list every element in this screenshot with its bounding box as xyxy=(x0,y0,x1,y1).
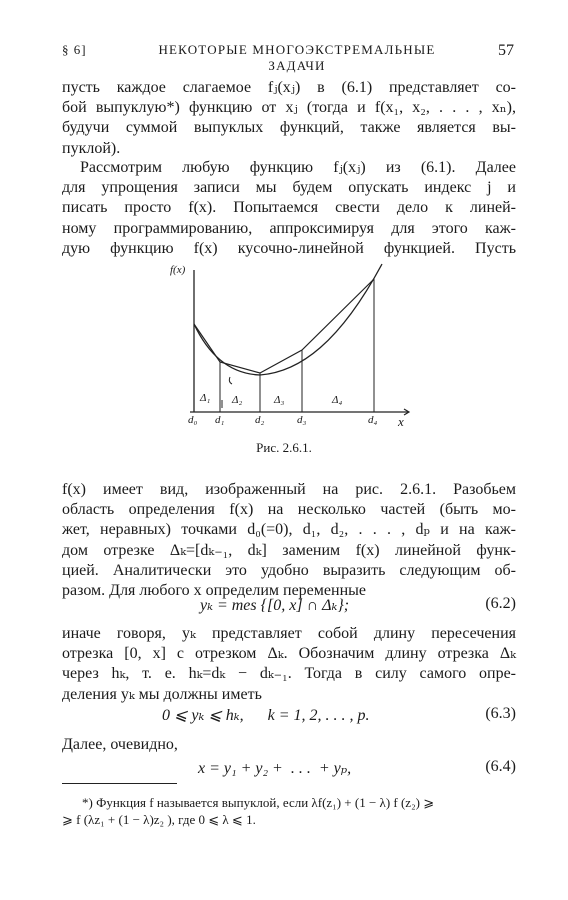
text-line: будучи суммой выпуклых функций, также является вы- xyxy=(62,119,516,137)
text-line: жет, неравных) точками d₀(=0), d₁, d₂, . . . , dₚ и на каж- xyxy=(62,521,516,539)
text-line: дую функцию f(x) кусочно-линейной функцией. Пусть xyxy=(62,239,516,257)
tick-label-d1: d₁ xyxy=(215,414,225,426)
equation-formula: x = y₁ + y₂ + . . . + yₚ, xyxy=(198,760,352,777)
equation-number: (6.2) xyxy=(485,595,516,612)
text-line: пуклой). xyxy=(62,139,121,157)
tick-label-d4: d₄ xyxy=(368,414,378,426)
interval-label-1: Δ₁ xyxy=(200,392,211,404)
text-line: дом отрезке Δₖ=[dₖ₋₁, dₖ] заменим f(x) линейной функ- xyxy=(62,541,516,559)
paragraph-3 xyxy=(62,480,516,601)
running-header xyxy=(0,42,568,73)
text-line: для упрощения записи мы будем опускать индекс j и xyxy=(62,179,516,197)
footnote-rule xyxy=(62,783,177,784)
interval-label-2: Δ₂ xyxy=(232,394,243,406)
tick-label-d0: d₀ xyxy=(188,414,198,426)
text-line: отрезка [0, x] с отрезком Δₖ. Обозначим длину отрезка Δₖ xyxy=(62,645,516,663)
running-title: НЕКОТОРЫЕ МНОГОЭКСТРЕМАЛЬНЫЕ ЗАДАЧИ xyxy=(158,42,436,73)
text-line: разом. Для любого x определим переменные xyxy=(62,582,366,600)
figure-caption: Рис. 2.6.1. xyxy=(256,440,312,455)
equation-6-4 xyxy=(62,758,516,780)
text-line: цией. Аналитически это удобно выразить следующим об- xyxy=(62,561,516,579)
interval-label-3: Δ₃ xyxy=(274,394,285,406)
text-line: ному программированию, аппроксимируя для этого каж- xyxy=(62,219,516,237)
paragraph-4 xyxy=(62,624,516,705)
equation-number: (6.3) xyxy=(485,705,516,722)
tick-label-d3: d₃ xyxy=(297,414,307,426)
piecewise-linear-diagram xyxy=(160,262,420,432)
section-mark: § 6] xyxy=(62,42,87,57)
equation-6-2 xyxy=(62,595,516,617)
equation-formula: yₖ = mes {[0, x] ∩ Δₖ}; xyxy=(200,597,350,614)
footnote xyxy=(62,794,516,828)
figure-2-6-1 xyxy=(160,262,420,432)
paragraph-5 xyxy=(62,735,516,755)
page-number: 57 xyxy=(498,42,514,59)
text-line: пусть каждое слагаемое fⱼ(xⱼ) в (6.1) представляет со- xyxy=(62,79,516,96)
text-line: f(x) имеет вид, изображенный на рис. 2.6.1. Разобьем xyxy=(62,481,516,498)
equation-number: (6.4) xyxy=(485,758,516,775)
piecewise-linear-approximation xyxy=(194,279,374,373)
paragraph-2 xyxy=(62,158,516,259)
text-line: Далее, очевидно, xyxy=(62,736,178,753)
text-line: иначе говоря, yₖ представляет собой длину пересечения xyxy=(62,625,516,642)
text-line: бой выпуклую*) функцию от xⱼ (тогда и f(x₁, x₂, . . . , xₙ), xyxy=(62,99,516,117)
y-axis-label: f(x) xyxy=(170,264,186,276)
interval-label-4: Δ₄ xyxy=(332,394,343,406)
equation-6-3 xyxy=(62,705,516,727)
equation-formula: 0 ⩽ yₖ ⩽ hₖ, k = 1, 2, . . . , p. xyxy=(162,707,370,724)
text-line: писать просто f(x). Попытаемся свести дело к линей- xyxy=(62,199,516,217)
footnote-line: *) Функция f называется выпуклой, если λf(z₁) + (1 − λ) f (z₂) ⩾ xyxy=(82,795,435,810)
paragraph-1 xyxy=(62,78,516,159)
tick-label-d2: d₂ xyxy=(255,414,265,426)
footnote-line: ⩾ f (λz₁ + (1 − λ)z₂ ), где 0 ⩽ λ ⩽ 1. xyxy=(62,812,256,827)
text-line: через hₖ, т. е. hₖ=dₖ − dₖ₋₁. Тогда в силу самого опре- xyxy=(62,665,516,683)
curve-mark xyxy=(229,377,232,384)
text-line: деления yₖ мы должны иметь xyxy=(62,685,262,703)
x-axis-label: x xyxy=(398,414,404,429)
text-line: область определения f(x) на несколько частей (быть мо- xyxy=(62,501,516,519)
text-line: Рассмотрим любую функцию fⱼ(xⱼ) из (6.1). Далее xyxy=(80,159,516,176)
